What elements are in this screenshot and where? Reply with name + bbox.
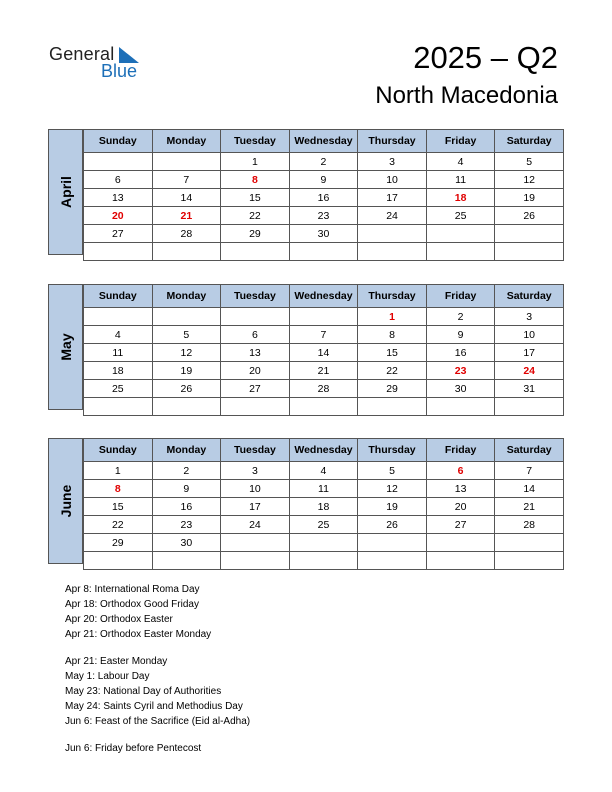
day-cell: 2 <box>426 308 495 326</box>
day-cell: 17 <box>358 189 427 207</box>
day-cell <box>358 225 427 243</box>
day-cell: 5 <box>152 326 221 344</box>
day-cell: 29 <box>221 225 290 243</box>
day-cell <box>495 243 564 261</box>
weekday-header: Thursday <box>358 439 427 462</box>
weekday-header: Friday <box>426 130 495 153</box>
day-cell <box>289 398 358 416</box>
day-cell: 15 <box>358 344 427 362</box>
week-row <box>84 462 564 480</box>
weekday-header-row <box>84 130 564 153</box>
weekday-header: Sunday <box>84 439 153 462</box>
week-row <box>84 207 564 225</box>
week-row <box>84 534 564 552</box>
week-row <box>84 243 564 261</box>
day-cell <box>221 398 290 416</box>
day-cell <box>358 534 427 552</box>
holiday-group-gap <box>65 729 250 741</box>
holiday-item: Apr 21: Orthodox Easter Monday <box>65 629 212 640</box>
holiday-item: Apr 20: Orthodox Easter <box>65 614 173 625</box>
month-name: May <box>57 333 74 361</box>
week-row <box>84 344 564 362</box>
country-title: North Macedonia <box>375 82 558 109</box>
day-cell <box>426 225 495 243</box>
day-cell: 28 <box>152 225 221 243</box>
weekday-header-row <box>84 439 564 462</box>
day-cell: 30 <box>289 225 358 243</box>
day-cell: 16 <box>289 189 358 207</box>
day-cell: 11 <box>289 480 358 498</box>
month-may <box>48 284 564 410</box>
day-cell: 30 <box>152 534 221 552</box>
day-cell: 19 <box>495 189 564 207</box>
day-cell: 26 <box>358 516 427 534</box>
day-cell <box>289 308 358 326</box>
day-cell <box>221 243 290 261</box>
day-cell: 4 <box>426 153 495 171</box>
day-cell: 18 <box>84 362 153 380</box>
day-cell <box>221 308 290 326</box>
weekday-header: Wednesday <box>289 130 358 153</box>
day-cell: 9 <box>289 171 358 189</box>
day-cell: 8 <box>358 326 427 344</box>
month-june <box>48 438 564 564</box>
month-label <box>48 129 83 255</box>
day-cell: 23 <box>289 207 358 225</box>
day-cell: 26 <box>152 380 221 398</box>
holiday-item: Apr 21: Easter Monday <box>65 656 168 667</box>
week-row <box>84 552 564 570</box>
day-cell: 24 <box>495 362 564 380</box>
weekday-header: Monday <box>152 285 221 308</box>
holiday-group-gap <box>65 642 250 654</box>
day-cell <box>152 308 221 326</box>
day-cell: 21 <box>152 207 221 225</box>
day-cell: 13 <box>221 344 290 362</box>
day-cell: 25 <box>289 516 358 534</box>
page-title: 2025 – Q2 <box>413 40 558 75</box>
week-row <box>84 398 564 416</box>
day-cell: 14 <box>495 480 564 498</box>
day-cell: 3 <box>358 153 427 171</box>
weekday-header: Sunday <box>84 130 153 153</box>
day-cell: 29 <box>84 534 153 552</box>
day-cell: 8 <box>221 171 290 189</box>
calendar-table <box>83 129 564 261</box>
weekday-header: Tuesday <box>221 439 290 462</box>
holiday-list <box>65 582 250 756</box>
day-cell: 2 <box>152 462 221 480</box>
day-cell: 22 <box>221 207 290 225</box>
week-row <box>84 153 564 171</box>
day-cell: 15 <box>84 498 153 516</box>
holiday-item: Jun 6: Feast of the Sacrifice (Eid al-Adha) <box>65 716 251 727</box>
day-cell: 4 <box>289 462 358 480</box>
day-cell: 18 <box>426 189 495 207</box>
weekday-header: Monday <box>152 439 221 462</box>
day-cell <box>289 552 358 570</box>
day-cell: 1 <box>221 153 290 171</box>
weekday-header: Wednesday <box>289 439 358 462</box>
day-cell: 7 <box>152 171 221 189</box>
weekday-header: Saturday <box>495 285 564 308</box>
month-name: April <box>57 176 74 208</box>
week-row <box>84 308 564 326</box>
day-cell <box>426 552 495 570</box>
day-cell: 24 <box>221 516 290 534</box>
day-cell <box>426 398 495 416</box>
day-cell <box>289 534 358 552</box>
holiday-item: May 24: Saints Cyril and Methodius Day <box>65 701 243 712</box>
day-cell: 27 <box>426 516 495 534</box>
day-cell <box>221 552 290 570</box>
day-cell <box>84 308 153 326</box>
day-cell: 8 <box>84 480 153 498</box>
day-cell <box>358 552 427 570</box>
day-cell: 23 <box>152 516 221 534</box>
calendar-table <box>83 284 564 416</box>
day-cell <box>152 153 221 171</box>
day-cell: 11 <box>84 344 153 362</box>
day-cell: 16 <box>152 498 221 516</box>
day-cell: 6 <box>426 462 495 480</box>
day-cell: 22 <box>358 362 427 380</box>
holiday-item: Apr 8: International Roma Day <box>65 584 200 595</box>
weekday-header: Saturday <box>495 439 564 462</box>
day-cell: 15 <box>221 189 290 207</box>
day-cell: 9 <box>152 480 221 498</box>
day-cell <box>426 534 495 552</box>
weekday-header: Thursday <box>358 130 427 153</box>
holiday-item: Jun 6: Friday before Pentecost <box>65 743 202 754</box>
holiday-item: May 23: National Day of Authorities <box>65 686 222 697</box>
day-cell <box>152 552 221 570</box>
day-cell: 17 <box>221 498 290 516</box>
day-cell: 1 <box>84 462 153 480</box>
month-april <box>48 129 564 255</box>
day-cell: 9 <box>426 326 495 344</box>
day-cell: 10 <box>221 480 290 498</box>
day-cell <box>495 552 564 570</box>
day-cell <box>152 398 221 416</box>
day-cell: 10 <box>358 171 427 189</box>
day-cell: 11 <box>426 171 495 189</box>
day-cell: 5 <box>358 462 427 480</box>
day-cell: 30 <box>426 380 495 398</box>
holiday-item: May 1: Labour Day <box>65 671 150 682</box>
day-cell: 25 <box>426 207 495 225</box>
weekday-header: Thursday <box>358 285 427 308</box>
day-cell: 13 <box>84 189 153 207</box>
weekday-header: Monday <box>152 130 221 153</box>
day-cell: 20 <box>221 362 290 380</box>
day-cell <box>84 398 153 416</box>
day-cell: 2 <box>289 153 358 171</box>
day-cell: 3 <box>495 308 564 326</box>
day-cell: 31 <box>495 380 564 398</box>
day-cell <box>152 243 221 261</box>
day-cell: 19 <box>152 362 221 380</box>
day-cell: 6 <box>84 171 153 189</box>
day-cell: 6 <box>221 326 290 344</box>
week-row <box>84 516 564 534</box>
day-cell: 14 <box>289 344 358 362</box>
day-cell <box>84 552 153 570</box>
weekday-header: Tuesday <box>221 130 290 153</box>
week-row <box>84 380 564 398</box>
month-label <box>48 284 83 410</box>
day-cell: 5 <box>495 153 564 171</box>
week-row <box>84 189 564 207</box>
day-cell <box>84 243 153 261</box>
day-cell: 28 <box>289 380 358 398</box>
day-cell: 13 <box>426 480 495 498</box>
day-cell: 22 <box>84 516 153 534</box>
day-cell <box>358 398 427 416</box>
day-cell: 24 <box>358 207 427 225</box>
week-row <box>84 362 564 380</box>
day-cell: 10 <box>495 326 564 344</box>
day-cell: 12 <box>152 344 221 362</box>
day-cell <box>84 153 153 171</box>
day-cell: 4 <box>84 326 153 344</box>
day-cell: 21 <box>289 362 358 380</box>
day-cell <box>495 398 564 416</box>
day-cell <box>289 243 358 261</box>
week-row <box>84 171 564 189</box>
month-name: June <box>57 484 74 518</box>
weekday-header: Tuesday <box>221 285 290 308</box>
day-cell <box>495 225 564 243</box>
month-label <box>48 438 83 564</box>
day-cell: 21 <box>495 498 564 516</box>
day-cell: 25 <box>84 380 153 398</box>
day-cell: 19 <box>358 498 427 516</box>
week-row <box>84 480 564 498</box>
calendar-table <box>83 438 564 570</box>
day-cell: 23 <box>426 362 495 380</box>
day-cell: 3 <box>221 462 290 480</box>
day-cell: 20 <box>84 207 153 225</box>
day-cell: 20 <box>426 498 495 516</box>
weekday-header: Friday <box>426 439 495 462</box>
week-row <box>84 225 564 243</box>
day-cell <box>358 243 427 261</box>
weekday-header: Saturday <box>495 130 564 153</box>
day-cell: 29 <box>358 380 427 398</box>
logo-blue-text: Blue <box>101 61 138 81</box>
day-cell: 14 <box>152 189 221 207</box>
day-cell: 18 <box>289 498 358 516</box>
day-cell: 1 <box>358 308 427 326</box>
weekday-header-row <box>84 285 564 308</box>
day-cell <box>495 534 564 552</box>
day-cell: 28 <box>495 516 564 534</box>
logo-general-text: General <box>49 44 115 64</box>
day-cell <box>221 534 290 552</box>
weekday-header: Friday <box>426 285 495 308</box>
holiday-item: Apr 18: Orthodox Good Friday <box>65 599 199 610</box>
weekday-header: Sunday <box>84 285 153 308</box>
day-cell: 16 <box>426 344 495 362</box>
day-cell: 27 <box>84 225 153 243</box>
day-cell: 12 <box>358 480 427 498</box>
day-cell: 12 <box>495 171 564 189</box>
day-cell <box>426 243 495 261</box>
weekday-header: Wednesday <box>289 285 358 308</box>
week-row <box>84 498 564 516</box>
day-cell: 26 <box>495 207 564 225</box>
day-cell: 17 <box>495 344 564 362</box>
day-cell: 7 <box>495 462 564 480</box>
week-row <box>84 326 564 344</box>
day-cell: 7 <box>289 326 358 344</box>
day-cell: 27 <box>221 380 290 398</box>
